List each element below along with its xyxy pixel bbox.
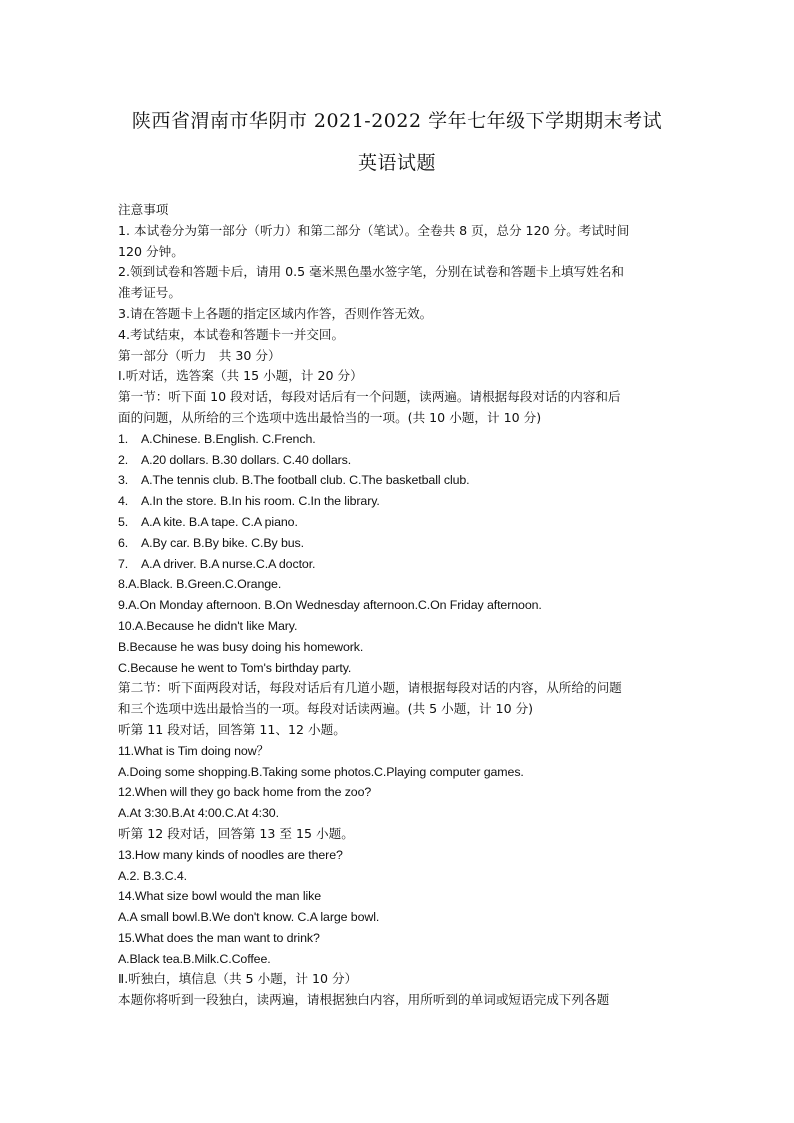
notes-heading: 注意事项: [118, 202, 169, 217]
question-15-options: A.Black tea.B.Milk.C.Coffee.: [118, 951, 271, 966]
exam-body: [118, 200, 678, 1011]
question-options: A.20 dollars. B.30 dollars. C.40 dollars.: [141, 452, 352, 467]
question-options: A.The tennis club. B.The football club. C.The basketball club.: [141, 473, 470, 488]
question-14: 14.What size bowl would the man like: [118, 889, 322, 904]
question-options: A.A driver. B.A nurse.C.A doctor.: [141, 556, 316, 571]
subsection2-instructions: 第二节：听下面两段对话，每段对话后有几道小题，请根据每段对话的内容，从所给的问题: [118, 680, 622, 696]
dialog-12-intro: 听第 12 段对话，回答第 13 至 15 小题。: [118, 825, 354, 841]
question-10: 10.A.Because he didn't like Mary.: [118, 618, 298, 633]
question-options: A.In the store. B.In his room. C.In the library.: [141, 494, 380, 509]
question-number: 2.: [118, 452, 129, 467]
subsection1-instructions: 第一节：听下面 10 段对话，每段对话后有一个问题，读两遍。请根据每段对话的内容和后: [118, 389, 621, 405]
note-item-2-cont: 准考证号。: [118, 285, 181, 301]
note-item-4: 4.考试结束，本试卷和答题卡一并交回。: [118, 326, 345, 342]
question-15: 15.What does the man want to drink?: [118, 930, 320, 945]
question-1: [118, 429, 678, 450]
note-item-1: 1. 本试卷分为第一部分（听力）和第二部分（笔试）。全卷共 8 页，总分 120 分。考试时间: [118, 222, 630, 238]
part1-heading: 第一部分（听力 共 30 分）: [118, 347, 281, 363]
question-4: [118, 491, 678, 512]
question-10-option-c: C.Because he went to Tom's birthday party.: [118, 660, 352, 675]
question-13-options: A.2. B.3.C.4.: [118, 868, 187, 883]
question-options: A.A kite. B.A tape. C.A piano.: [141, 514, 298, 529]
question-8: 8.A.Black. B.Green.C.Orange.: [118, 577, 282, 592]
subsection1-instructions-cont: 面的问题，从所给的三个选项中选出最恰当的一项。(共 10 小题，计 10 分): [118, 409, 542, 425]
question-13: 13.How many kinds of noodles are there?: [118, 847, 343, 862]
question-number: 7.: [118, 556, 129, 571]
question-9: 9.A.On Monday afternoon. B.On Wednesday afternoon.C.On Friday afternoon.: [118, 598, 542, 613]
dialog-11-intro: 听第 11 段对话，回答第 11、12 小题。: [118, 721, 346, 737]
question-11-options: A.Doing some shopping.B.Taking some photos.C.Playing computer games.: [118, 764, 524, 779]
question-12-options: A.At 3:30.B.At 4:00.C.At 4:30.: [118, 806, 279, 821]
question-10-option-b: B.Because he was busy doing his homework.: [118, 639, 364, 654]
question-12: 12.When will they go back home from the zoo?: [118, 785, 372, 800]
section1-heading: Ⅰ.听对话，选答案（共 15 小题，计 20 分）: [118, 368, 363, 384]
section2-instructions: 本题你将听到一段独白，读两遍，请根据独白内容，用所听到的单词或短语完成下列各题: [118, 992, 610, 1008]
exam-title: 陕西省渭南市华阴市 2021-2022 学年七年级下学期期末考试: [131, 110, 663, 132]
question-7: [118, 554, 678, 575]
note-item-3: 3.请在答题卡上各题的指定区域内作答，否则作答无效。: [118, 305, 433, 321]
question-number: 5.: [118, 514, 129, 529]
question-3: [118, 470, 678, 491]
question-number: 6.: [118, 535, 129, 550]
note-item-1-cont: 120 分钟。: [118, 243, 184, 259]
question-options: A.Chinese. B.English. C.French.: [141, 431, 316, 446]
question-options: A.By car. B.By bike. C.By bus.: [141, 535, 304, 550]
section2-heading: Ⅱ.听独白，填信息（共 5 小题，计 10 分）: [118, 971, 358, 987]
question-2: [118, 450, 678, 471]
question-11: 11.What is Tim doing now？: [118, 743, 269, 758]
question-14-options: A.A small bowl.B.We don't know. C.A large bowl.: [118, 910, 380, 925]
question-number: 3.: [118, 473, 129, 488]
exam-subtitle: 英语试题: [357, 152, 436, 174]
question-6: [118, 533, 678, 554]
subsection2-instructions-cont: 和三个选项中选出最恰当的一项。每段对话读两遍。(共 5 小题，计 10 分): [118, 701, 534, 717]
question-number: 1.: [118, 431, 129, 446]
question-number: 4.: [118, 494, 129, 509]
note-item-2: 2.领到试卷和答题卡后，请用 0.5 毫米黑色墨水签字笔，分别在试卷和答题卡上填写姓名和: [118, 264, 625, 280]
question-5: [118, 512, 678, 533]
